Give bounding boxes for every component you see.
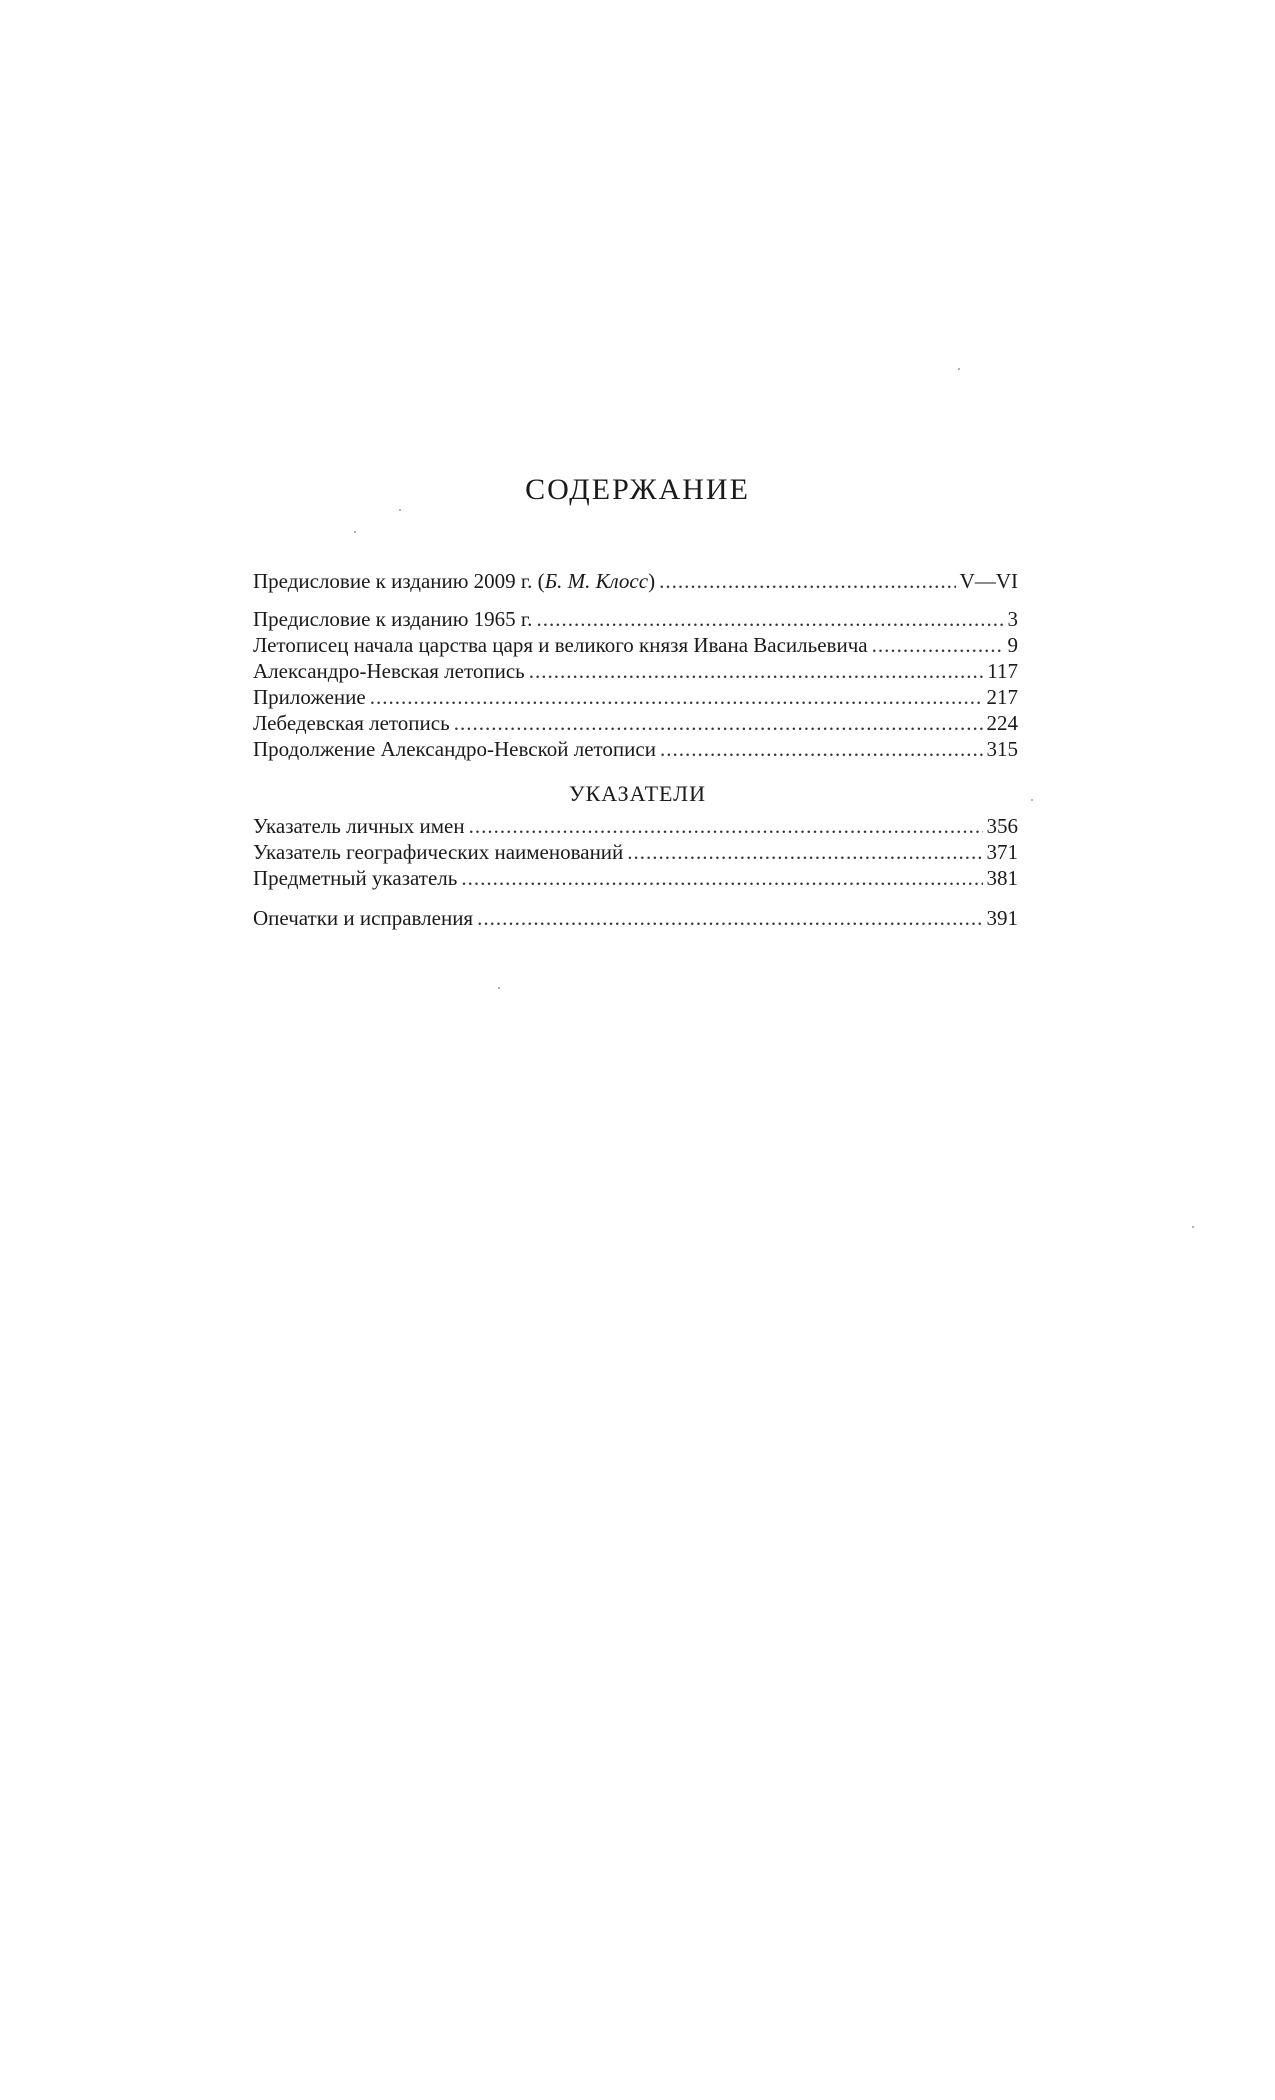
scan-speck — [354, 531, 356, 533]
toc-block-main — [253, 606, 1018, 762]
toc-entry[interactable] — [253, 568, 1018, 594]
dot-leader — [660, 736, 983, 762]
toc-entry-page: 217 — [986, 685, 1018, 709]
toc-entry-title: Предисловие к изданию 1965 г. — [253, 607, 533, 631]
toc-entry-page: 356 — [986, 814, 1018, 838]
toc-entry[interactable] — [253, 839, 1018, 865]
toc-entry-page: 117 — [987, 659, 1018, 683]
toc-block-indexes — [253, 813, 1018, 891]
toc-entry-page: 3 — [1007, 607, 1018, 631]
scan-speck — [498, 987, 500, 989]
toc-entry-title: Приложение — [253, 685, 366, 709]
scan-speck — [1192, 1226, 1194, 1228]
scan-speck — [1031, 799, 1033, 801]
toc-entry[interactable] — [253, 632, 1018, 658]
toc-entry[interactable] — [253, 813, 1018, 839]
toc-entry-title: Предметный указатель — [253, 866, 458, 890]
dot-leader — [454, 710, 983, 736]
toc-entry-page: 224 — [986, 711, 1018, 735]
scan-speck — [958, 368, 960, 370]
toc-entry-title: Александро-Невская летопись — [253, 659, 525, 683]
dot-leader — [477, 905, 982, 931]
dot-leader — [529, 658, 984, 684]
toc-entry-page: 391 — [986, 906, 1018, 930]
toc-block-preface-2009 — [253, 568, 1018, 594]
dot-leader — [469, 813, 983, 839]
toc-entry-page: 371 — [986, 840, 1018, 864]
toc-entry-title: Лебедевская летопись — [253, 711, 450, 735]
dot-leader — [461, 865, 982, 891]
toc-entry[interactable] — [253, 658, 1018, 684]
dot-leader — [872, 632, 1004, 658]
dot-leader — [627, 839, 982, 865]
toc-entry-page: 315 — [986, 737, 1018, 761]
toc-entry[interactable] — [253, 606, 1018, 632]
dot-leader — [536, 606, 1003, 632]
toc-entry-page: 381 — [986, 866, 1018, 890]
indexes-heading: УКАЗАТЕЛИ — [569, 781, 706, 806]
scan-speck — [399, 509, 401, 511]
toc-entry[interactable] — [253, 710, 1018, 736]
toc-entry[interactable] — [253, 736, 1018, 762]
toc-entry-title: Летописец начала царства царя и великого князя Ивана Васильевича — [253, 633, 868, 657]
toc-entry-title: Указатель личных имен — [253, 814, 465, 838]
toc-entry[interactable] — [253, 865, 1018, 891]
toc-entry[interactable] — [253, 905, 1018, 931]
dot-leader — [659, 568, 956, 594]
toc-entry-page: 9 — [1007, 633, 1018, 657]
toc-entry-title: Предисловие к изданию 2009 г. (Б. М. Клосс) — [253, 569, 656, 593]
toc-entry-page: V—VI — [959, 569, 1018, 593]
toc-block-errata — [253, 905, 1018, 931]
toc-entry-title: Продолжение Александро-Невской летописи — [253, 737, 656, 761]
dot-leader — [370, 684, 983, 710]
toc-entry-author: Б. М. Клосс — [544, 569, 649, 593]
toc-entry[interactable] — [253, 684, 1018, 710]
page-title: СОДЕРЖАНИЕ — [525, 473, 750, 506]
toc-entry-title: Указатель географических наименований — [253, 840, 624, 864]
toc-entry-title: Опечатки и исправления — [253, 906, 474, 930]
